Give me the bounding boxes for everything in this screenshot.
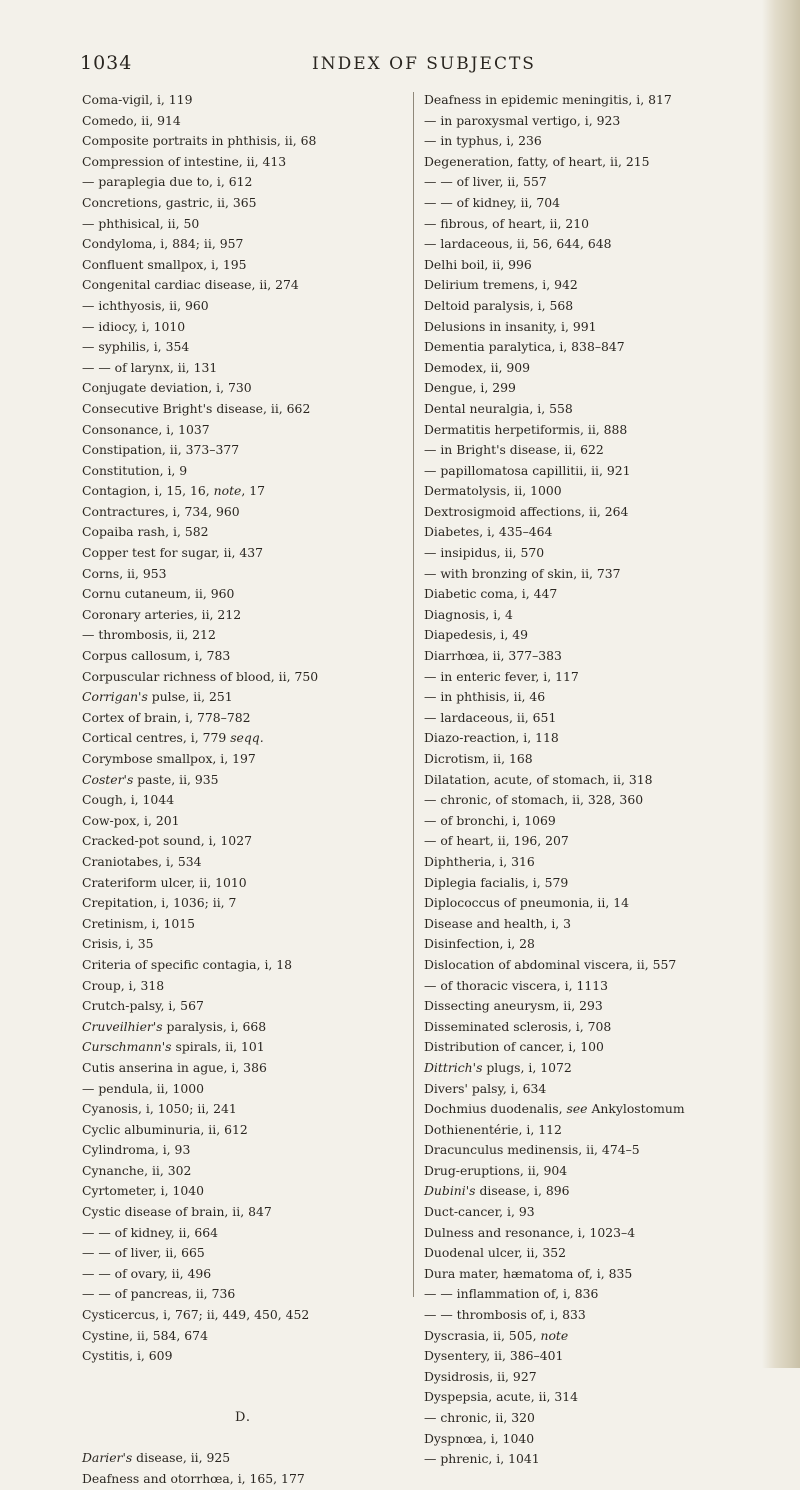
index-entry: Curschmann's spirals, ii, 101 <box>82 1039 265 1055</box>
index-entry: Cruveilhier's paralysis, i, 668 <box>82 1018 267 1034</box>
index-entry: Consonance, i, 1037 <box>82 421 210 437</box>
index-entry: Dislocation of abdominal viscera, ii, 557 <box>424 956 677 972</box>
index-entry: Crateriform ulcer, ii, 1010 <box>82 874 247 890</box>
index-entry: Confluent smallpox, i, 195 <box>82 256 247 272</box>
index-entry: Dochmius duodenalis, see Ankylostomum <box>424 1101 685 1117</box>
index-entry: — — of kidney, ii, 664 <box>82 1224 219 1240</box>
index-entry: Diabetes, i, 435–464 <box>424 524 553 540</box>
index-entry: — of thoracic viscera, i, 1113 <box>424 977 608 993</box>
index-entry: Comedo, ii, 914 <box>82 112 181 128</box>
index-entry: Copper test for sugar, ii, 437 <box>82 545 264 561</box>
index-entry: Dilatation, acute, of stomach, ii, 318 <box>424 771 653 787</box>
index-entry: Dermatitis herpetiformis, ii, 888 <box>424 421 628 437</box>
left-entries-d <box>82 1448 404 1489</box>
index-entry: Deltoid paralysis, i, 568 <box>424 297 574 313</box>
index-entry: Diapedesis, i, 49 <box>424 627 528 643</box>
index-entry: Diazo-reaction, i, 118 <box>424 730 559 746</box>
index-entry: Dicrotism, ii, 168 <box>424 751 533 766</box>
page-number: 1034 <box>80 52 133 74</box>
index-entry: Cracked-pot sound, i, 1027 <box>82 833 252 849</box>
index-entry: Dittrich's plugs, i, 1072 <box>424 1059 572 1075</box>
index-entry: — lardaceous, ii, 56, 644, 648 <box>424 236 612 252</box>
index-entry: Criteria of specific contagia, i, 18 <box>82 956 293 972</box>
index-entry: — — of liver, ii, 557 <box>424 174 547 190</box>
index-entry: — in typhus, i, 236 <box>424 133 542 149</box>
left-entries <box>82 90 404 1367</box>
index-entry: — chronic, of stomach, ii, 328, 360 <box>424 792 644 808</box>
index-entry: Composite portraits in phthisis, ii, 68 <box>82 133 317 149</box>
index-entry: Disinfection, i, 28 <box>424 936 535 952</box>
index-entry: Diagnosis, i, 4 <box>424 606 513 622</box>
index-entry: Cystitis, i, 609 <box>82 1348 173 1364</box>
index-entry: Dura mater, hæmatoma of, i, 835 <box>424 1265 633 1281</box>
index-entry: Cyrtometer, i, 1040 <box>82 1183 205 1199</box>
index-entry: — — of ovary, ii, 496 <box>82 1265 212 1281</box>
index-entry: — of bronchi, i, 1069 <box>424 812 556 828</box>
index-entry: — — of pancreas, ii, 736 <box>82 1286 236 1302</box>
index-entry: — in enteric fever, i, 117 <box>424 668 579 684</box>
index-entry: Degeneration, fatty, of heart, ii, 215 <box>424 153 650 169</box>
index-entry: — in Bright's disease, ii, 622 <box>424 442 604 458</box>
index-entry: Dysentery, ii, 386–401 <box>424 1348 564 1364</box>
index-entry: Divers' palsy, i, 634 <box>424 1080 547 1096</box>
index-entry: — ichthyosis, ii, 960 <box>82 297 209 313</box>
index-entry: Diplegia facialis, i, 579 <box>424 874 569 890</box>
index-entry: — of heart, ii, 196, 207 <box>424 833 569 849</box>
index-entry: Contractures, i, 734, 960 <box>82 503 240 519</box>
index-entry: — — thrombosis of, i, 833 <box>424 1307 586 1323</box>
index-entry: Demodex, ii, 909 <box>424 359 531 375</box>
index-entry: — syphilis, i, 354 <box>82 339 190 355</box>
index-entry: Dissecting aneurysm, ii, 293 <box>424 998 603 1014</box>
index-entry: — papillomatosa capillitii, ii, 921 <box>424 462 631 478</box>
index-entry: Cough, i, 1044 <box>82 792 175 808</box>
index-entry: Crisis, i, 35 <box>82 936 154 952</box>
index-entry: Congenital cardiac disease, ii, 274 <box>82 277 299 293</box>
index-entry: Cystic disease of brain, ii, 847 <box>82 1204 272 1220</box>
column-divider <box>413 92 414 1297</box>
index-entry: Dyspnœa, i, 1040 <box>424 1430 535 1446</box>
index-entry: Coster's paste, ii, 935 <box>82 771 219 787</box>
index-entry: Corpuscular richness of blood, ii, 750 <box>82 668 319 684</box>
index-entry: Disease and health, i, 3 <box>424 915 572 931</box>
index-entry: Crutch-palsy, i, 567 <box>82 998 204 1014</box>
index-entry: — phrenic, i, 1041 <box>424 1451 540 1467</box>
index-entry: Dysidrosis, ii, 927 <box>424 1368 537 1384</box>
right-index-column <box>424 90 754 1470</box>
index-entry: — thrombosis, ii, 212 <box>82 627 216 643</box>
index-entry: Diphtheria, i, 316 <box>424 853 535 869</box>
right-entries <box>424 90 754 1470</box>
index-entry: Cylindroma, i, 93 <box>82 1142 191 1158</box>
index-entry: Cortex of brain, i, 778–782 <box>82 709 251 725</box>
running-head: INDEX OF SUBJECTS <box>312 54 536 74</box>
index-entry: Cyanosis, i, 1050; ii, 241 <box>82 1101 237 1117</box>
index-entry: — lardaceous, ii, 651 <box>424 709 557 725</box>
index-entry: Craniotabes, i, 534 <box>82 853 202 869</box>
index-entry: Croup, i, 318 <box>82 977 165 993</box>
index-entry: Dracunculus medinensis, ii, 474–5 <box>424 1142 640 1158</box>
index-entry: Delirium tremens, i, 942 <box>424 277 578 293</box>
index-entry: Corpus callosum, i, 783 <box>82 648 231 664</box>
index-entry: Deafness and otorrhœa, i, 165, 177 <box>82 1471 305 1486</box>
page-header <box>80 52 760 82</box>
index-entry: Corymbose smallpox, i, 197 <box>82 751 256 766</box>
index-entry: Darier's disease, ii, 925 <box>82 1450 231 1466</box>
index-entry: Diplococcus of pneumonia, ii, 14 <box>424 895 630 911</box>
index-entry: Corns, ii, 953 <box>82 565 167 581</box>
left-index-column <box>82 90 404 1490</box>
index-entry: Delusions in insanity, i, 991 <box>424 318 597 334</box>
index-entry: Contagion, i, 15, 16, note, 17 <box>82 483 266 499</box>
index-entry: Compression of intestine, ii, 413 <box>82 153 287 169</box>
index-entry: — — of liver, ii, 665 <box>82 1245 205 1261</box>
index-entry: — — inflammation of, i, 836 <box>424 1286 599 1302</box>
index-entry: Distribution of cancer, i, 100 <box>424 1039 604 1055</box>
index-entry: Diarrhœa, ii, 377–383 <box>424 648 562 664</box>
index-entry: — — of larynx, ii, 131 <box>82 359 218 375</box>
index-entry: Dermatolysis, ii, 1000 <box>424 483 562 499</box>
page-edge-shadow <box>762 0 800 1368</box>
index-entry: Dyscrasia, ii, 505, note <box>424 1327 569 1343</box>
index-entry: Dyspepsia, acute, ii, 314 <box>424 1389 579 1405</box>
index-entry: — in paroxysmal vertigo, i, 923 <box>424 112 621 128</box>
index-entry: Coronary arteries, ii, 212 <box>82 606 242 622</box>
index-entry: Cyclic albuminuria, ii, 612 <box>82 1121 248 1137</box>
index-entry: Constipation, ii, 373–377 <box>82 442 240 458</box>
index-entry: — with bronzing of skin, ii, 737 <box>424 565 621 581</box>
index-entry: — paraplegia due to, i, 612 <box>82 174 253 190</box>
index-entry: Duct-cancer, i, 93 <box>424 1204 535 1220</box>
index-entry: Cynanche, ii, 302 <box>82 1162 192 1178</box>
index-entry: Cow-pox, i, 201 <box>82 812 180 828</box>
index-entry: Diabetic coma, i, 447 <box>424 586 558 602</box>
index-entry: Cretinism, i, 1015 <box>82 915 195 931</box>
index-entry: Corrigan's pulse, ii, 251 <box>82 689 233 705</box>
index-entry: Copaiba rash, i, 582 <box>82 524 209 540</box>
index-entry: — pendula, ii, 1000 <box>82 1080 205 1096</box>
index-entry: Cortical centres, i, 779 seqq. <box>82 730 264 746</box>
index-entry: — insipidus, ii, 570 <box>424 545 545 561</box>
index-entry: Concretions, gastric, ii, 365 <box>82 194 257 210</box>
index-entry: — chronic, ii, 320 <box>424 1410 535 1425</box>
index-entry: Drug-eruptions, ii, 904 <box>424 1162 568 1178</box>
index-entry: Disseminated sclerosis, i, 708 <box>424 1018 612 1034</box>
index-entry: Dextrosigmoid affections, ii, 264 <box>424 503 629 519</box>
index-entry: Conjugate deviation, i, 730 <box>82 380 252 396</box>
index-entry: Deafness in epidemic meningitis, i, 817 <box>424 92 672 107</box>
index-entry: Cornu cutaneum, ii, 960 <box>82 586 235 602</box>
index-entry: Dengue, i, 299 <box>424 380 516 396</box>
index-entry: Dental neuralgia, i, 558 <box>424 400 573 416</box>
index-entry: Dubini's disease, i, 896 <box>424 1183 570 1199</box>
index-entry: Dulness and resonance, i, 1023–4 <box>424 1224 636 1240</box>
index-entry: Cystine, ii, 584, 674 <box>82 1327 208 1343</box>
index-entry: Duodenal ulcer, ii, 352 <box>424 1245 567 1261</box>
index-entry: — fibrous, of heart, ii, 210 <box>424 215 590 231</box>
index-entry: — idiocy, i, 1010 <box>82 318 186 334</box>
index-entry: Condyloma, i, 884; ii, 957 <box>82 236 244 252</box>
index-entry: Delhi boil, ii, 996 <box>424 256 532 272</box>
index-entry: Cutis anserina in ague, i, 386 <box>82 1059 267 1075</box>
index-entry: Consecutive Bright's disease, ii, 662 <box>82 400 311 416</box>
index-entry: — phthisical, ii, 50 <box>82 215 200 231</box>
index-entry: — in phthisis, ii, 46 <box>424 689 546 705</box>
index-entry: Coma-vigil, i, 119 <box>82 92 193 107</box>
index-entry: — — of kidney, ii, 704 <box>424 194 561 210</box>
section-heading-d: D. <box>234 1409 252 1425</box>
index-entry: Cysticercus, i, 767; ii, 449, 450, 452 <box>82 1307 310 1323</box>
index-entry: Dementia paralytica, i, 838–847 <box>424 339 625 355</box>
index-entry: Constitution, i, 9 <box>82 462 188 478</box>
index-entry: Crepitation, i, 1036; ii, 7 <box>82 895 237 911</box>
index-entry: Dothienentérie, i, 112 <box>424 1121 562 1137</box>
